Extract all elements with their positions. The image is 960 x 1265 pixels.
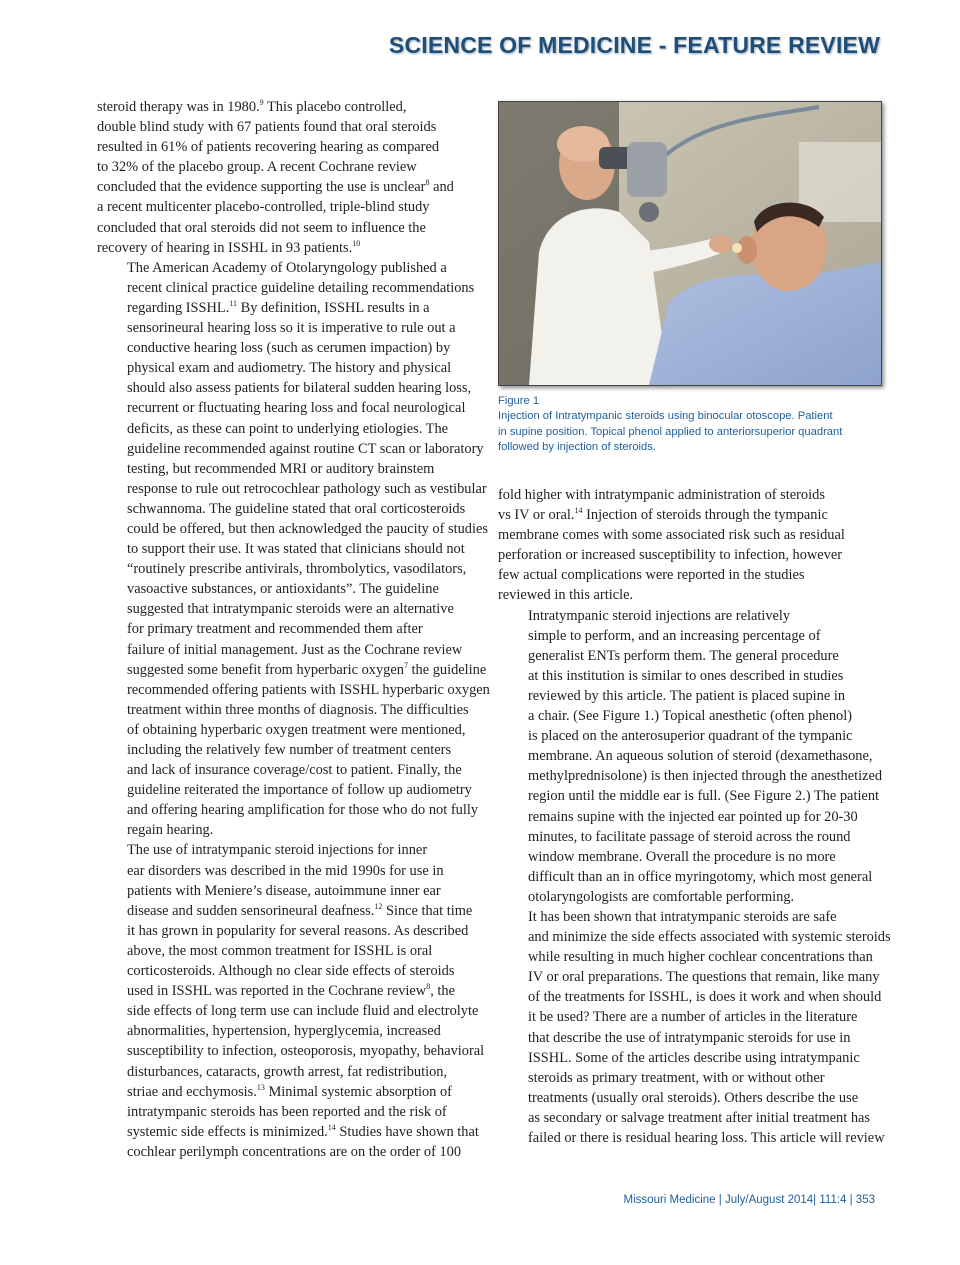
figure-1-photo — [498, 101, 882, 386]
text-line: The use of intratympanic steroid injections for inner — [127, 842, 428, 859]
citation-ref: 12 — [374, 901, 383, 911]
text-line: could be offered, but then acknowledged the paucity of studies — [127, 520, 488, 537]
text-line: failed or there is residual hearing loss. This article will review — [528, 1130, 885, 1146]
text-line: steroids as primary treatment, with or without other — [528, 1069, 825, 1086]
text-line: abnormalities, hypertension, hyperglycemia, increased — [127, 1023, 441, 1040]
text-line: conductive hearing loss (such as cerumen impaction) by — [127, 340, 451, 357]
text-line: Intratympanic steroid injections are relatively — [528, 607, 791, 624]
text-line: and minimize the side effects associated with systemic steroids — [528, 929, 891, 946]
text-line: it be used? There are a number of articles in the literature — [528, 1009, 858, 1026]
text-line: used in ISSHL was reported in the Cochrane review$^8$, the — [127, 982, 455, 1000]
text-line: membrane. An aqueous solution of steroid (dexamethasone, — [528, 748, 873, 765]
text-line: reviewed in this article. — [498, 587, 634, 604]
figure-label: Figure 1 — [498, 395, 540, 407]
text-line: above, the most common treatment for ISSHL is oral — [127, 942, 433, 959]
text-line: concluded that oral steroids did not seem to influence the — [97, 219, 426, 236]
text-line: ISSHL. Some of the articles describe using intratympanic — [528, 1049, 860, 1066]
text-line: treatment within three months of diagnosis. The difficulties — [127, 701, 469, 718]
text-line: remains supine with the injected ear pointed up for 20-30 — [528, 808, 858, 825]
text-line: ear disorders was described in the mid 1990s for use in — [127, 862, 444, 879]
text-line: regain hearing. — [127, 822, 214, 839]
text-line: perforation or increased susceptibility to infection, however — [498, 547, 843, 564]
text-line: of the treatments for ISSHL, is does it work and when should — [528, 989, 882, 1006]
text-line: region until the middle ear is full. (See Figure 2.) The patient — [528, 788, 880, 805]
text-line: systemic side effects is minimized.$^{14}$ Studies have shown that — [127, 1122, 479, 1140]
paragraph — [498, 485, 882, 606]
text-line: steroid therapy was in 1980.$^9$ This placebo controlled, — [97, 98, 407, 115]
text-line: guideline reiterated the importance of follow up audiometry — [127, 782, 472, 799]
text-line: “routinely prescribe antivirals, thrombolytics, vasodilators, — [127, 561, 467, 578]
text-line: for primary treatment and recommended them after — [127, 621, 423, 638]
text-line: corticosteroids. Although no clear side effects of steroids — [127, 963, 455, 980]
text-line: difficult than an in office myringotomy, which most general — [528, 868, 873, 885]
citation-ref: 7 — [403, 660, 408, 670]
text-line: fold higher with intratympanic administration of steroids — [498, 487, 825, 503]
text-line: otolaryngologists are comfortable performing. — [528, 888, 795, 905]
text-line: including the relatively few number of treatment centers — [127, 742, 452, 758]
text-line: suggested some benefit from hyperbaric oxygen$^7$ the guideline — [127, 660, 487, 678]
citation-ref: 13 — [256, 1082, 265, 1092]
text-line: and lack of insurance coverage/cost to patient. Finally, the — [127, 762, 462, 779]
text-line: intratympanic steroids has been reported and the risk of — [127, 1103, 447, 1120]
right-column — [498, 485, 891, 1148]
text-line: concluded that the evidence supporting the use is unclear$^8$ and — [97, 178, 454, 196]
text-line: is placed on the anterosuperior quadrant of the tympanic — [528, 728, 853, 745]
text-line: side effects of long term use can include fluid and electrolyte — [127, 1003, 479, 1020]
text-line: a chair. (See Figure 1.) Topical anesthetic (often phenol) — [528, 708, 852, 725]
text-line: recent clinical practice guideline detailing recommendations — [127, 279, 475, 296]
citation-ref: 10 — [352, 238, 361, 248]
citation-ref: 11 — [229, 298, 238, 308]
paragraph — [97, 97, 485, 258]
text-line: to 32% of the placebo group. A recent Cochrane review — [97, 159, 417, 176]
text-line: at this institution is similar to ones described in studies — [528, 667, 844, 684]
text-line: vasoactive substances, or antioxidants”. The guideline — [127, 581, 439, 598]
caption-line: in supine position. Topical phenol applied to anteriorsuperior quadrant — [498, 425, 843, 438]
text-line: failure of initial management. Just as the Cochrane review — [127, 641, 463, 658]
citation-ref: 14 — [327, 1122, 336, 1132]
text-line: It has been shown that intratympanic steroids are safe — [528, 908, 837, 925]
text-line: response to rule out retrocochlear pathology such as vestibular — [127, 480, 487, 497]
text-line: deficits, as these can point to underlying etiologies. The — [127, 420, 449, 437]
text-line: recovery of hearing in ISSHL in 93 patients.$^{10}$ — [97, 238, 361, 256]
figure-caption — [498, 394, 878, 455]
text-line: while resulting in much higher cochlear concentrations than — [528, 949, 873, 966]
text-line: a recent multicenter placebo-controlled, triple-blind study — [97, 199, 430, 216]
text-line: treatments (usually oral steroids). Others describe the use — [528, 1089, 859, 1106]
text-line: IV or oral preparations. The questions that remain, like many — [528, 969, 880, 986]
text-line: minutes, to facilitate passage of steroid across the round — [528, 828, 851, 845]
text-line: should also assess patients for bilateral sudden hearing loss, — [127, 380, 472, 397]
caption-line: Injection of Intratympanic steroids using binocular otoscope. Patient — [498, 410, 833, 423]
text-line: disturbances, cataracts, growth arrest, fat redistribution, — [127, 1063, 448, 1080]
text-line: guideline recommended against routine CT scan or laboratory — [127, 440, 484, 457]
citation-ref: 9 — [259, 98, 264, 107]
text-line: to support their use. It was stated that clinicians should not — [127, 541, 465, 558]
text-line: as secondary or salvage treatment after initial treatment has — [528, 1109, 871, 1126]
text-line: generalist ENTs perform them. The general procedure — [528, 647, 839, 664]
text-line: testing, but recommended MRI or auditory brainstem — [127, 460, 435, 477]
caption-line: followed by injection of steroids. — [498, 440, 656, 453]
text-line: recurrent or fluctuating hearing loss and focal neurological — [127, 400, 466, 417]
text-line: regarding ISSHL.$^{11}$ By definition, ISSHL results in a — [127, 298, 430, 316]
citation-ref: 8 — [426, 982, 431, 992]
text-line: reviewed by this article. The patient is placed supine in — [528, 687, 846, 704]
paragraph — [498, 907, 891, 1148]
text-line: striae and ecchymosis.$^{13}$ Minimal systemic absorption of — [127, 1082, 452, 1100]
text-line: of obtaining hyperbaric oxygen treatment were mentioned, — [127, 721, 466, 738]
text-line: double blind study with 67 patients found that oral steroids — [97, 119, 437, 136]
text-line: suggested that intratympanic steroids were an alternative — [127, 601, 454, 618]
text-line: window membrane. Overall the procedure is no more — [528, 848, 836, 865]
page-footer: Missouri Medicine | July/August 2014| 111:4 | 353 — [623, 1194, 875, 1206]
text-line: membrane comes with some associated risk such as residual — [498, 527, 845, 544]
citation-ref: 14 — [574, 506, 583, 516]
text-line: it has grown in popularity for several reasons. As described — [127, 922, 469, 939]
text-line: vs IV or oral.$^{14}$ Injection of steroids through the tympanic — [498, 506, 828, 524]
section-header: SCIENCE OF MEDICINE - FEATURE REVIEW — [388, 32, 880, 58]
text-line: and offering hearing amplification for those who do not fully — [127, 802, 479, 819]
text-line: susceptibility to infection, osteoporosis, myopathy, behavioral — [127, 1043, 485, 1060]
text-line: patients with Meniere’s disease, autoimmune inner ear — [127, 882, 441, 899]
text-line: sensorineural hearing loss so it is imperative to rule out a — [127, 320, 456, 337]
text-line: that describe the use of intratympanic steroids for use in — [528, 1029, 851, 1046]
text-line: schwannoma. The guideline stated that oral corticosteroids — [127, 500, 466, 517]
citation-ref: 8 — [425, 178, 430, 188]
paragraph — [97, 258, 490, 841]
text-line: physical exam and audiometry. The history and physical — [127, 360, 452, 377]
text-line: The American Academy of Otolaryngology published a — [127, 259, 447, 276]
left-column — [97, 97, 490, 1162]
paragraph — [498, 606, 882, 907]
text-line: resulted in 61% of patients recovering hearing as compared — [97, 139, 440, 156]
text-line: few actual complications were reported in the studies — [498, 567, 805, 584]
text-line: disease and sudden sensorineural deafness.$^{12}$ Since that time — [127, 901, 473, 919]
text-line: recommended offering patients with ISSHL hyperbaric oxygen — [127, 681, 490, 698]
text-line: methylprednisolone) is then injected through the anesthetized — [528, 768, 883, 785]
text-line: cochlear perilymph concentrations are on the order of 100 — [127, 1143, 462, 1160]
text-line: simple to perform, and an increasing percentage of — [528, 627, 821, 644]
paragraph — [97, 840, 485, 1162]
